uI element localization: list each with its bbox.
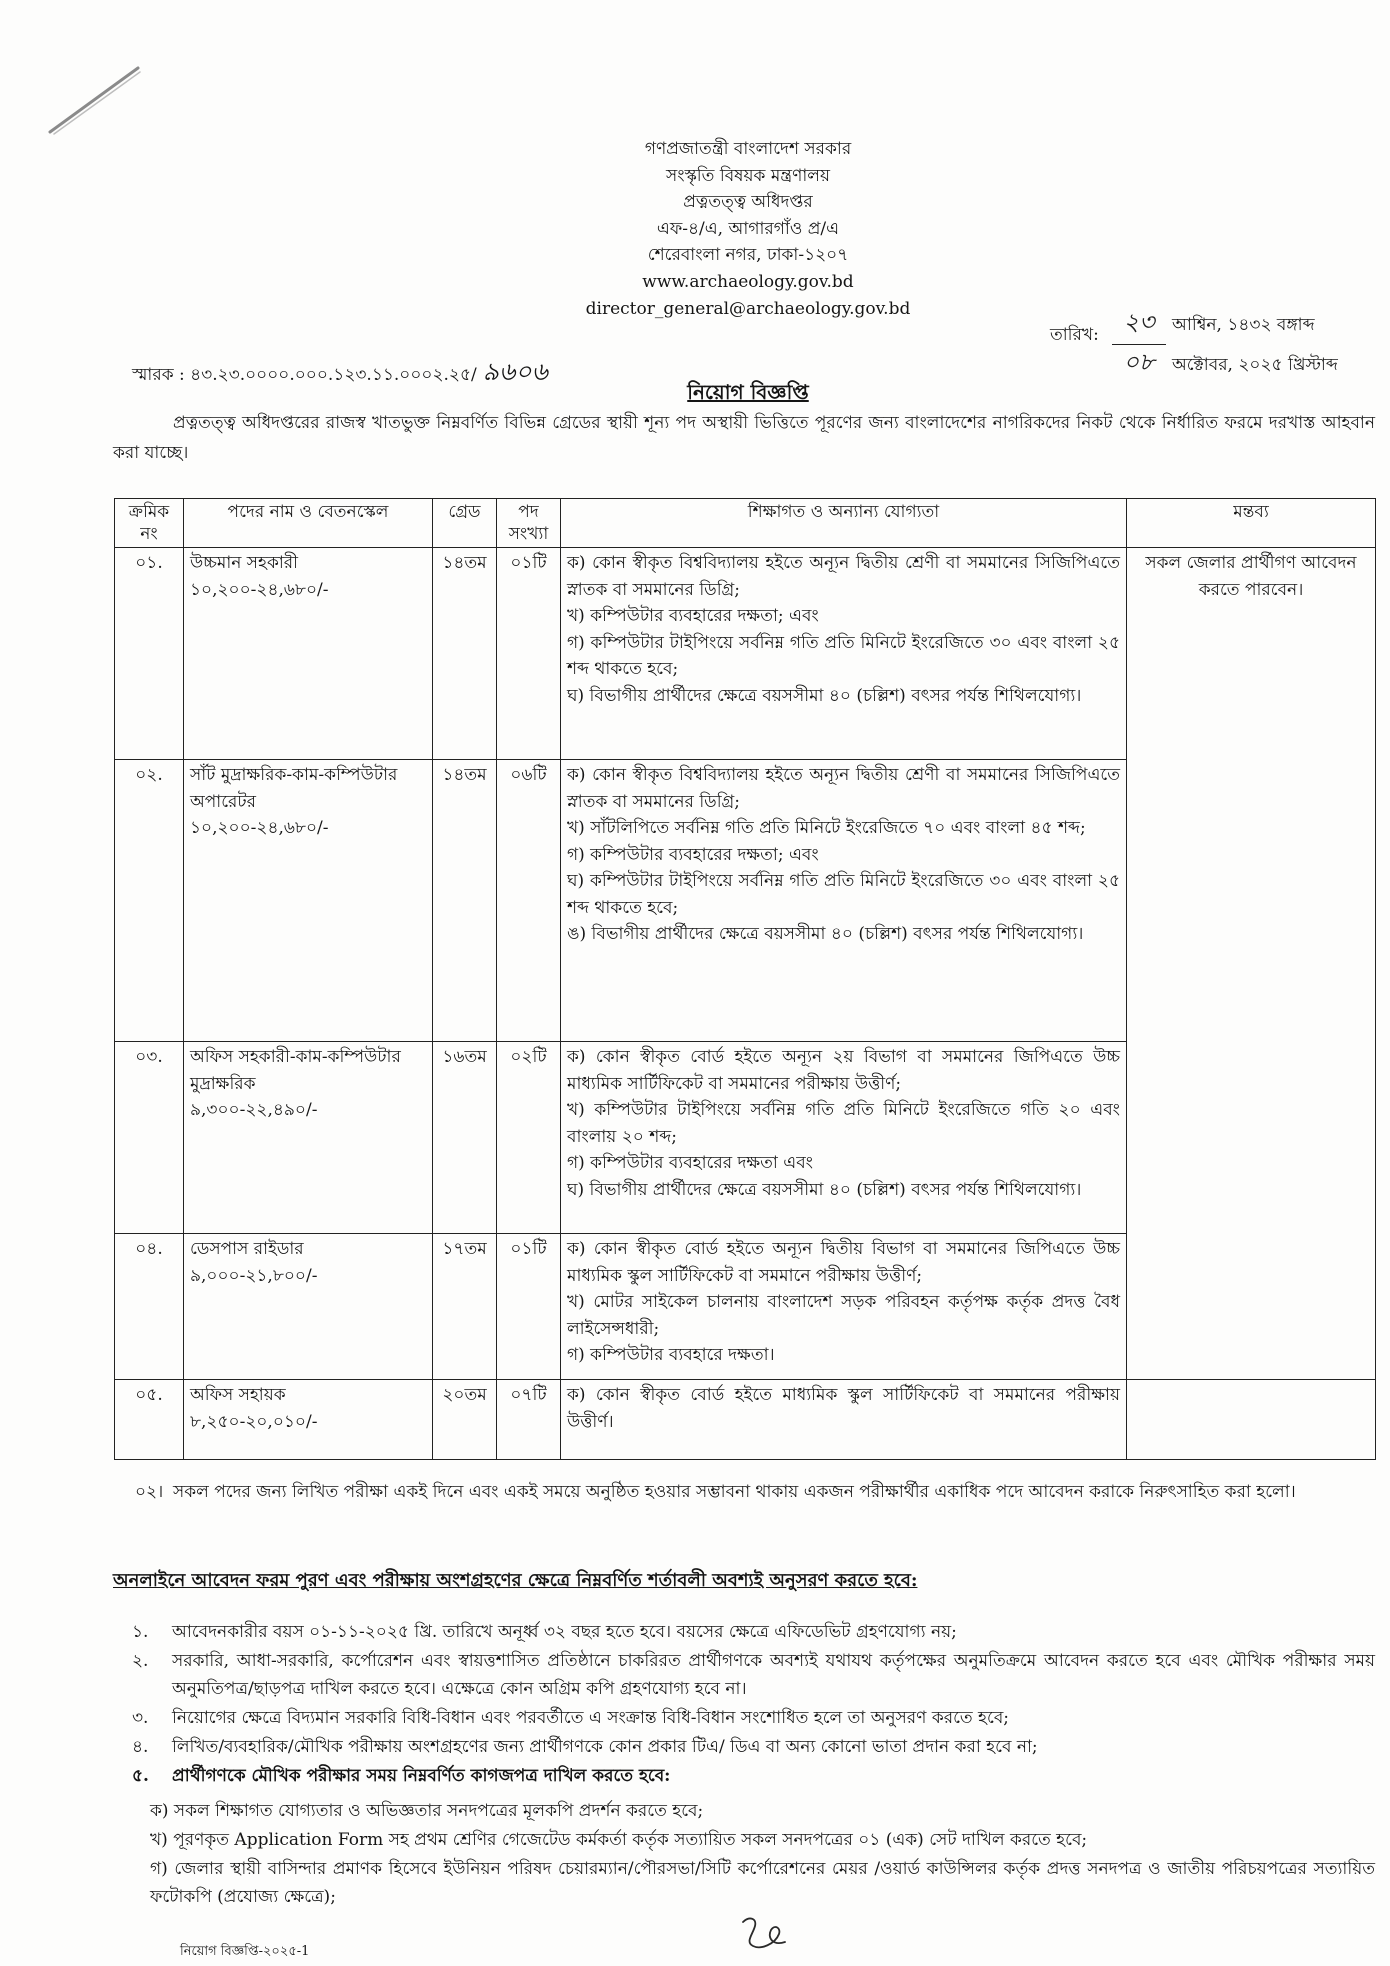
website: www.archaeology.gov.bd <box>642 271 854 292</box>
count-cell: ০৭টি <box>497 1380 561 1460</box>
remark-cell-empty <box>1127 1380 1376 1460</box>
list-item-number: ৪. <box>132 1737 149 1757</box>
post-cell <box>184 1380 433 1460</box>
list-item-text: সরকারি, আধা-সরকারি, কর্পোরেশন এবং স্বায়ত্তশাসিত প্রতিষ্ঠানে চাকরিরত প্রার্থীগণকে অবশ্যই যথাযথ কর্তৃপক্ষের অনুমতিক্রমে আবেদন করতে হবে এবং মৌখিক পরীক্ষার সময় অনুমতিপত্র/ছাড়পত্র দাখিল করতে হবে। এক্ষেত্রে কোন অগ্রিম কপি গ্রহণযোগ্য হবে না। <box>172 1651 1375 1699</box>
page-footer: নিয়োগ বিজ্ঞপ্তি-২০২৫-1 <box>180 1944 310 1959</box>
list-item <box>132 1618 1375 1646</box>
qualification-item: ঘ) বিভাগীয় প্রার্থীদের ক্ষেত্রে বয়সসীমা ৪০ (চল্লিশ) বৎসর পর্যন্ত শিথিলযোগ্য। <box>567 685 1082 706</box>
qualification-cell <box>561 1042 1127 1234</box>
memo-handwritten-number: ৯৬০৬ <box>482 357 548 386</box>
qualification-item: ক) কোন স্বীকৃত বোর্ড হইতে অন্যূন দ্বিতীয় বিভাগ বা সমমানের জিপিএতে উচ্চ মাধ্যমিক স্কুল সার্টিফিকেট বা সমমানে পরীক্ষায় উত্তীর্ণ; <box>567 1239 1120 1286</box>
table-row <box>115 1380 1376 1460</box>
english-month-year: অক্টোবর, ২০২৫ খ্রিস্টাব্দ <box>1172 355 1338 375</box>
list-item-text: আবেদনকারীর বয়স ০১-১১-২০২৫ খ্রি. তারিখে অনূর্ধ্ব ৩২ বছর হতে হবে। বয়সের ক্ষেত্রে এফিডেভিট গ্রহণযোগ্য নয়; <box>172 1622 957 1642</box>
grade-cell: ১৪তম <box>433 760 497 1042</box>
english-day-handwritten: ০৮ <box>1123 348 1155 376</box>
count-cell: ০১টি <box>497 1234 561 1380</box>
table-header-row <box>115 499 1376 548</box>
header-qualification: শিক্ষাগত ও অন্যান্য যোগ্যতা <box>561 499 1127 548</box>
header-post: পদের নাম ও বেতনস্কেল <box>184 499 433 548</box>
sub-list-item: গ) জেলার স্থায়ী বাসিন্দার প্রমাণক হিসেবে ইউনিয়ন পরিষদ চেয়ারম্যান/পৌরসভা/সিটি কর্পোরেশনের মেয়র /ওয়ার্ড কাউন্সিলর কর্তৃক প্রদত্ত সনদপত্র ও জাতীয় পরিচয়পত্রের সত্যায়িত ফটোকপি (প্রযোজ্য ক্ষেত্রে); <box>150 1859 1375 1907</box>
qualification-item: ঘ) কম্পিউটার টাইপিংয়ে সর্বনিম্ন গতি প্রতি মিনিটে ইংরেজিতে ৩০ এবং বাংলা ২৫ শব্দ থাকতে হবে; <box>567 871 1120 918</box>
intro-paragraph: প্রত্নতত্ত্ব অধিদপ্তরের রাজস্ব খাতভুক্ত নিম্নবর্ণিত বিভিন্ন গ্রেডের স্থায়ী শূন্য পদ অস্থায়ী ভিত্তিতে পূরণের জন্য বাংলাদেশের নাগরিকদের নিকট থেকে নির্ধারিত ফরমে দরখাস্ত আহবান করা যাচ্ছে। <box>113 413 1375 463</box>
qualification-item: গ) কম্পিউটার টাইপিংয়ে সর্বনিম্ন গতি প্রতি মিনিটে ইংরেজিতে ৩০ এবং বাংলা ২৫ শব্দ থাকতে হবে; <box>567 632 1120 679</box>
table-row <box>115 548 1376 760</box>
address-line-2: শেরেবাংলা নগর, ঢাকা-১২০৭ <box>647 245 849 266</box>
qualification-item: ক) কোন স্বীকৃত বিশ্ববিদ্যালয় হইতে অন্যূন দ্বিতীয় শ্রেণী বা সমমানের সিজিপিএতে স্নাতক বা সমমানের ডিগ্রি; <box>567 765 1120 812</box>
list-item <box>132 1733 1375 1761</box>
department-name: প্রত্নতত্ত্ব অধিদপ্তর <box>683 192 813 213</box>
grade-cell: ২০তম <box>433 1380 497 1460</box>
list-item-number: ১. <box>132 1622 149 1642</box>
pay-scale: ১০,২০০-২৪,৬৮০/- <box>190 818 329 838</box>
list-item-number: ৫. <box>132 1766 149 1786</box>
initial-signature <box>735 1912 795 1956</box>
note-text: সকল পদের জন্য লিখিত পরীক্ষা একই দিনে এবং একই সময়ে অনুষ্ঠিত হওয়ার সম্ভাবনা থাকায় একজন পরীক্ষার্থীর একাধিক পদে আবেদন করাকে নিরুৎসাহিত করা হলো। <box>173 1482 1296 1502</box>
qualification-item: ঙ) বিভাগীয় প্রার্থীদের ক্ষেত্রে বয়সসীমা ৪০ (চল্লিশ) বৎসর পর্যন্ত শিথিলযোগ্য। <box>567 924 1084 944</box>
serial-cell: ০১. <box>115 548 184 760</box>
office-header <box>448 136 1048 322</box>
post-cell <box>184 1042 433 1234</box>
conditions-list <box>132 1618 1375 1791</box>
qualification-item: ক) কোন স্বীকৃত বিশ্ববিদ্যালয় হইতে অন্যূন দ্বিতীয় শ্রেণী বা সমমানের সিজিপিএতে স্নাতক বা সমমানের ডিগ্রি; <box>567 553 1120 600</box>
list-item-number: ৩. <box>132 1708 149 1728</box>
list-item <box>132 1704 1375 1732</box>
count-cell: ০৬টি <box>497 760 561 1042</box>
qualification-item: ক) কোন স্বীকৃত বোর্ড হইতে মাধ্যমিক স্কুল সার্টিফিকেট বা সমমানের পরীক্ষায় উত্তীর্ণ। <box>567 1385 1120 1432</box>
government-name: গণপ্রজাতন্ত্রী বাংলাদেশ সরকার <box>644 139 852 159</box>
memo-label: স্মারক : ৪৩.২৩.০০০০.০০০.১২৩.১১.০০০২.২৫/ <box>132 365 477 385</box>
address-line-1: এফ-৪/এ, আগারগাঁও প্র/এ <box>656 218 840 239</box>
post-cell <box>184 1234 433 1380</box>
serial-cell: ০৪. <box>115 1234 184 1380</box>
qualification-item: খ) কম্পিউটার ব্যবহারের দক্ষতা; এবং <box>567 606 819 626</box>
page-title: নিয়োগ বিজ্ঞপ্তি <box>687 380 809 404</box>
date-label: তারিখ: <box>1050 325 1099 345</box>
bangla-date <box>1112 304 1315 345</box>
pay-scale: ৯,০০০-২১,৮০০/- <box>190 1265 318 1286</box>
header-grade: গ্রেড <box>433 499 497 548</box>
serial-cell: ০৫. <box>115 1380 184 1460</box>
header-remark: মন্তব্য <box>1127 499 1376 548</box>
qualification-item: গ) কম্পিউটার ব্যবহারের দক্ষতা; এবং <box>567 844 819 865</box>
list-item-text: লিখিত/ব্যবহারিক/মৌখিক পরীক্ষায় অংশগ্রহণের জন্য প্রার্থীগণকে কোন প্রকার টিএ/ ডিএ বা অন্য কোনো ভাতা প্রদান করা হবে না; <box>172 1737 1038 1757</box>
pay-scale: ৮,২৫০-২০,০১০/- <box>190 1411 318 1432</box>
list-item <box>132 1762 1375 1790</box>
email: director_general@archaeology.gov.bd <box>585 298 911 319</box>
post-name: ডেসপাস রাইডার <box>190 1239 304 1259</box>
grade-cell: ১৬তম <box>433 1042 497 1234</box>
sub-list-item: খ) পূরণকৃত Application Form সহ প্রথম শ্রেণির গেজেটেড কর্মকর্তা কর্তৃক সত্যায়িত সকল সনদপত্রের ০১ (এক) সেট দাখিল করতে হবে; <box>150 1830 1088 1850</box>
pay-scale: ১০,২০০-২৪,৬৮০/- <box>190 579 329 600</box>
note-paragraph <box>135 1478 1375 1507</box>
post-name: অফিস সহকারী-কাম-কম্পিউটার মুদ্রাক্ষরিক <box>190 1047 401 1094</box>
pencil-mark <box>40 60 150 140</box>
qualification-cell <box>561 1380 1127 1460</box>
qualification-cell <box>561 1234 1127 1380</box>
date-block <box>1050 300 1375 380</box>
post-cell <box>184 548 433 760</box>
post-name: সাঁট মুদ্রাক্ষরিক-কাম-কম্পিউটার অপারেটর <box>190 765 398 812</box>
qualification-item: খ) মোটর সাইকেল চালনায় বাংলাদেশ সড়ক পরিবহন কর্তৃপক্ষ কর্তৃক প্রদত্ত বৈধ লাইসেন্সধারী; <box>567 1292 1120 1339</box>
qualification-item: খ) সাঁটলিপিতে সর্বনিম্ন গতি প্রতি মিনিটে ইংরেজিতে ৭০ এবং বাংলা ৪৫ শব্দ; <box>567 818 1086 838</box>
bangla-day-handwritten: ২৩ <box>1112 304 1166 345</box>
conditions-heading: অনলাইনে আবেদন ফরম পুরণ এবং পরীক্ষায় অংশগ্রহণের ক্ষেত্রে নিম্নবর্ণিত শর্তাবলী অবশ্যই অনুসরণ করতে হবে: <box>113 1570 918 1591</box>
qualification-item: গ) কম্পিউটার ব্যবহারে দক্ষতা। <box>567 1345 775 1365</box>
documents-sub-list <box>150 1797 1375 1912</box>
qualification-item: খ) কম্পিউটার টাইপিংয়ে সর্বনিম্ন গতি প্রতি মিনিটে ইংরেজিতে গতি ২০ এবং বাংলায় ২০ শব্দ; <box>567 1100 1120 1147</box>
ministry-name: সংস্কৃতি বিষয়ক মন্ত্রণালয় <box>666 165 830 186</box>
qualification-item: ক) কোন স্বীকৃত বোর্ড হইতে অন্যূন ২য় বিভাগ বা সমমানের জিপিএতে উচ্চ মাধ্যমিক সার্টিফিকেট বা সমমানের পরীক্ষায় উত্তীর্ণ; <box>567 1047 1120 1094</box>
list-item-number: ২. <box>132 1651 149 1671</box>
qualification-cell <box>561 548 1127 760</box>
post-cell <box>184 760 433 1042</box>
qualification-item: ঘ) বিভাগীয় প্রার্থীদের ক্ষেত্রে বয়সসীমা ৪০ (চল্লিশ) বৎসর পর্যন্ত শিথিলযোগ্য। <box>567 1179 1082 1200</box>
list-item-text: প্রার্থীগণকে মৌখিক পরীক্ষার সময় নিম্নবর্ণিত কাগজপত্র দাখিল করতে হবে: <box>172 1766 671 1786</box>
serial-cell: ০৩. <box>115 1042 184 1234</box>
vacancy-table <box>114 498 1376 1460</box>
bangla-month-year: আশ্বিন, ১৪৩২ বঙ্গাব্দ <box>1172 315 1315 335</box>
count-cell: ০১টি <box>497 548 561 760</box>
grade-cell: ১৪তম <box>433 548 497 760</box>
post-name: অফিস সহায়ক <box>190 1385 286 1405</box>
note-number: ০২। <box>135 1482 164 1502</box>
remark-cell: সকল জেলার প্রার্থীগণ আবেদন করতে পারবেন। <box>1127 548 1376 1380</box>
qualification-cell <box>561 760 1127 1042</box>
post-name: উচ্চমান সহকারী <box>190 553 299 573</box>
sub-list-item: ক) সকল শিক্ষাগত যোগ্যতার ও অভিজ্ঞতার সনদপত্রের মূলকপি প্রদর্শন করতে হবে; <box>150 1801 704 1821</box>
qualification-item: গ) কম্পিউটার ব্যবহারের দক্ষতা এবং <box>567 1153 813 1173</box>
header-count: পদ সংখ্যা <box>497 499 561 548</box>
grade-cell: ১৭তম <box>433 1234 497 1380</box>
pay-scale: ৯,৩০০-২২,৪৯০/- <box>190 1100 318 1120</box>
count-cell: ০২টি <box>497 1042 561 1234</box>
list-item <box>132 1647 1375 1703</box>
english-date <box>1112 344 1338 384</box>
serial-cell: ০২. <box>115 760 184 1042</box>
list-item-text: নিয়োগের ক্ষেত্রে বিদ্যমান সরকারি বিধি-বিধান এবং পরবর্তীতে এ সংক্রান্ত বিধি-বিধান সংশোধিত হলে তা অনুসরণ করতে হবে; <box>172 1708 1010 1728</box>
header-serial: ক্রমিক নং <box>115 499 184 548</box>
